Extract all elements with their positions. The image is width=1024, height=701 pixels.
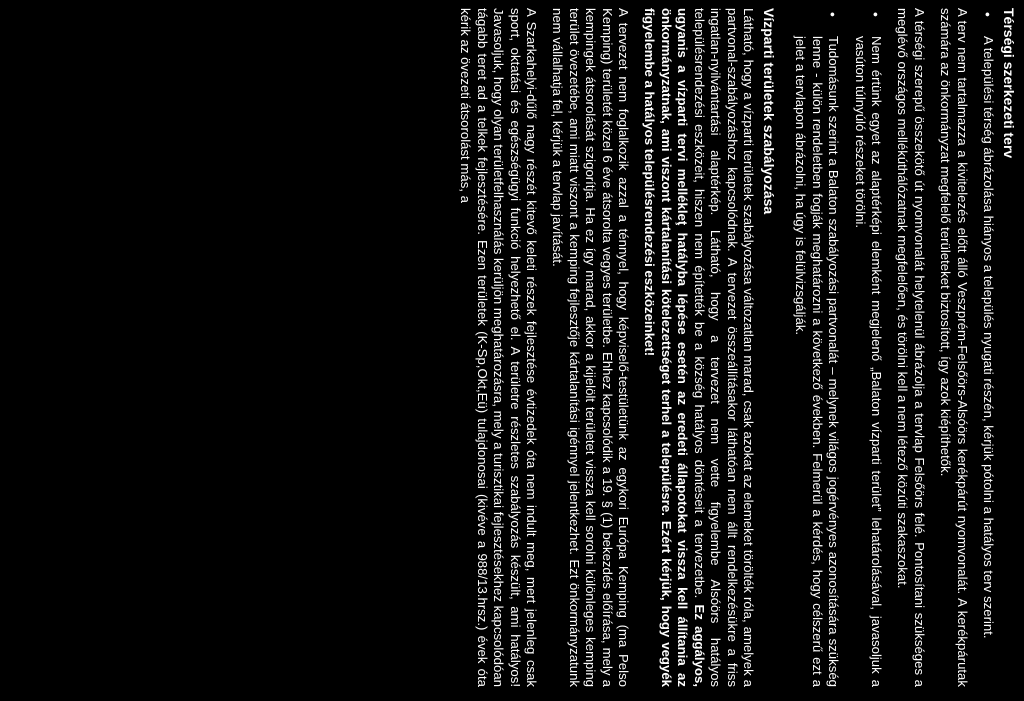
- section-heading-regional-plan: Térségi szerkezeti terv: [1001, 8, 1017, 159]
- paragraph-text: Látható, hogy a vízparti területek szabályozása változatlan marad, csak azokat az elemeket törölték róla, amelyek a partvonal-szabályozáshoz kapcsolódnak. A tervezet összeállításakor láthatóan nem állt rendelkezésükre a friss ingatlan-nyilvántartási alaptérkép. Látható, hogy a tervezet nem vette figyelembe Alsóörs hatályos településrendezési eszközeit, hiszen nem építették be a község hatályos döntéseit a tervezetbe.: [691, 8, 756, 687]
- bullet-icon: •: [980, 12, 996, 17]
- paragraph-szarkahelyi: A Szarkahelyi-dűlő nagy részét kitevő keleti részek fejlesztése évtizedek óta nem indult meg, mert jelenleg csak sport, oktatási és egészségügyi funkció helyezhető el. A területre részletes szabályozás készült, ami hatályos! Javasoljuk, hogy olyan területfelhasználás kerüljön meghatározásra, mely a turisztikai fejlesztésekhez kapcsolódóan tágabb teret ad a telkek fejlesztésére. Ezen területek (K-Sp,Okt,Eü) tulajdonosai (kivéve a 988/13.hrsz.) évek óta kérik az övezeti átsorolást más, a: [458, 8, 540, 687]
- list-item-text: A települési térség ábrázolása hiányos a település nyugati részén, kérjük pótolni a hatályos terv szerint.: [981, 36, 996, 639]
- list-item: [980, 8, 996, 687]
- list-item: [851, 8, 884, 687]
- section-heading-waterfront: Vízparti területek szabályozása: [760, 8, 777, 215]
- bullet-icon: •: [867, 12, 884, 17]
- paragraph-waterfront-regulation: [641, 8, 756, 687]
- paragraph-connecting-road: A térségi szerepű összekötő út nyomvonalát helytelenül ábrázolja a tervlap Felsőörs felé. Pontosítani szükséges a meglévő országos mellékúthálózatnak megfelelően, és törölni kell a nem létező közúti szakaszokat.: [895, 8, 927, 687]
- paragraph-bike-path: A terv nem tartalmazza a kivitelezés előtt álló Veszprém-Felsőörs-Alsóörs kerékpárút nyomvonalát. A kerékpárutak számára az önkormányzat megfelelő területeket biztosított, így azok kiépíthetők.: [938, 8, 970, 687]
- bullet-icon: •: [825, 12, 842, 17]
- list-item-text: Nem értünk egyet az alaptérképi elemként megjelenő „Balaton vízparti terület” lehatárolásával, javasoljuk a vasúton túlnyúló részeket törölni.: [852, 36, 884, 687]
- paragraph-emphasis: Ez aggályos, ugyanis a vízparti tervi mellékleţ hatályba lépése esetén az eredeti állapotokat vissza kell állítania az önkormányzatnak, ami viszont kártalanítási kötelezettséget terhel a településre. Ezért kérjük, hogy vegyék figyelembe a hatályos településrendezési eszközeinket!: [642, 8, 707, 687]
- list-item-text: Tudomásunk szerint a Balaton szabályozási partvonalát – melynek világos jogérvényes azonosítására szükség lenne - külön rendeletben fogják meghatározni a következő években. Felmerül a kérdés, hogy célszerű ezt a jelet a tervlapon ábrázolni, ha úgy is felülvizsgálják.: [793, 36, 842, 687]
- list-item: [792, 8, 841, 687]
- paragraph-camping: A tervezet nem foglalkozik azzal a ténnyel, hogy képviselő-testületünk az egykori Európa Kemping (ma Pelso Kemping) területét közel 6 éve átsorolta vegyes területbe. Ehhez kapcsolódik a 19. § (1) bekezdés előírása, mely a kempingek átsorolását szigorítja. Ha ez így marad, akkor a kijelölt területet vissza kell sorolni különleges kemping terület övezetébe, ami miatt viszont a kemping fejlesztője kártalanítási igénnyel jelentkezhet. Ezt önkormányzatunk nem vállalhatja fel, kérjük a tervlap javítását.: [550, 8, 632, 687]
